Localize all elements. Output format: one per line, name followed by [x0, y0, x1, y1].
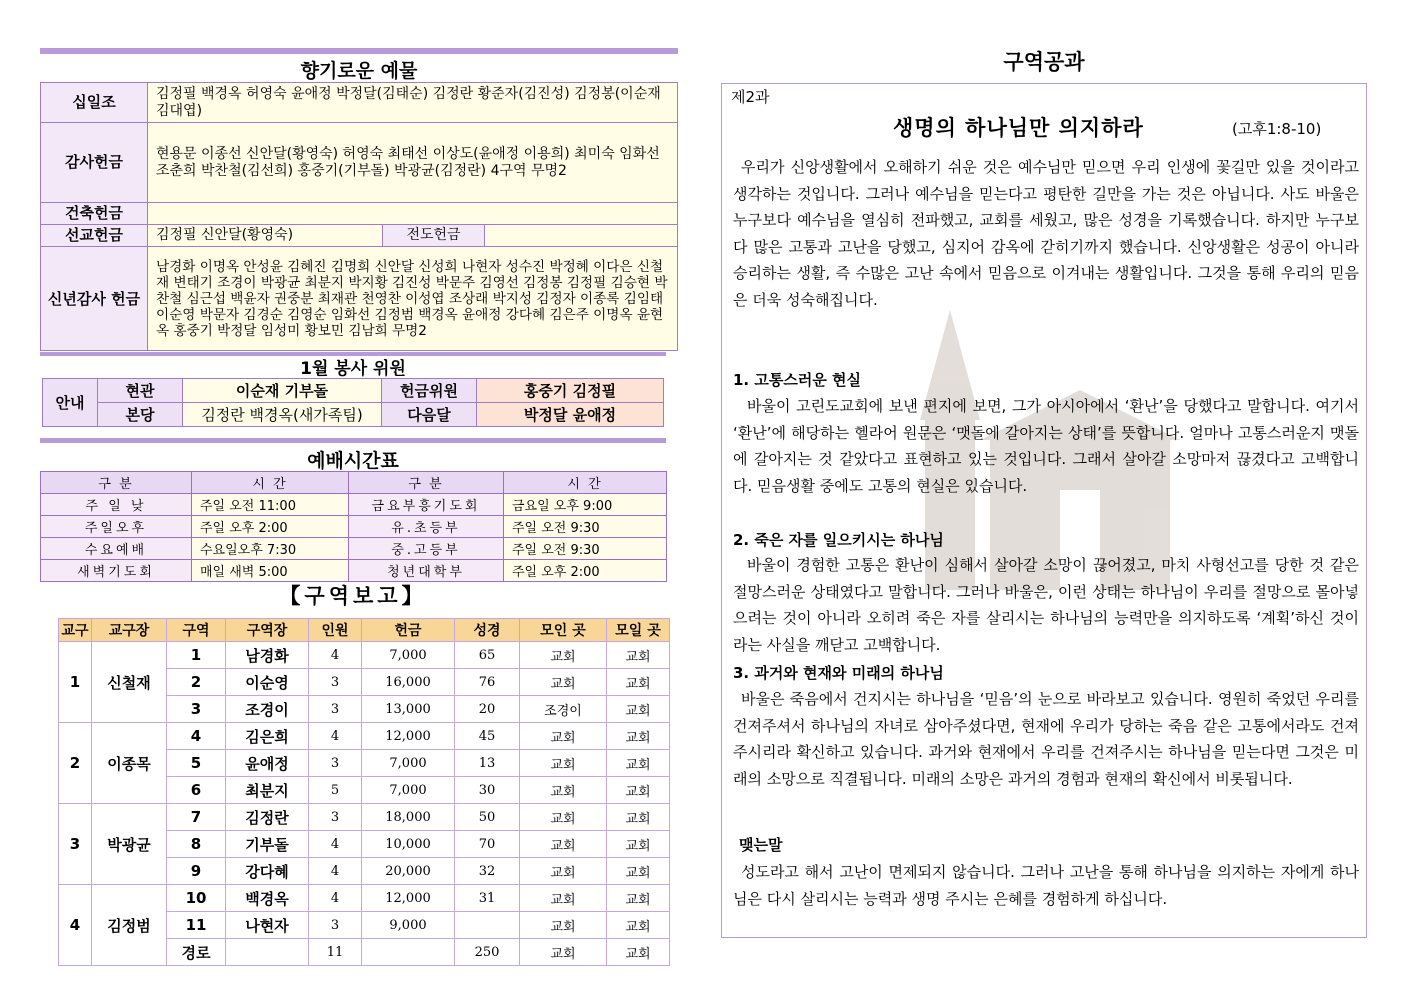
district-cell: 교회 — [607, 642, 670, 669]
worship-cell: 주일오후 — [41, 516, 192, 538]
district-cell: 250 — [455, 939, 520, 966]
worship-title: 예배시간표 — [307, 450, 399, 472]
lesson-section-text: 바울이 고린도교회에 보낸 편지에 보면, 그가 아시아에서 ‘환난’을 당했다고 말합니다. 여기서 ‘환난’에 해당하는 헬라어 원문은 ‘맷돌에 갈아지는 상태’를 뜻합니다. 얼마나 고통스러운지 맷돌에 갈아지는 것 같았다고 표현하고 있는 것입니다. 그래서 살아갈 소망마저 끊겼다고 고백합니다. 믿음생활 중에도 고통의 현실은 있습니다. — [733, 397, 1359, 495]
worship-header: 시 간 — [504, 472, 667, 494]
main-hall-label: 본당 — [98, 403, 183, 427]
table-row — [59, 885, 670, 912]
divider — [40, 48, 678, 54]
district-cell: 나현자 — [226, 912, 309, 939]
table-row — [59, 804, 670, 831]
district-cell: 기부돌 — [226, 831, 309, 858]
worship-cell: 주 일 낮 — [41, 494, 192, 516]
worship-header: 시 간 — [192, 472, 349, 494]
next-month-label: 다음달 — [382, 403, 477, 427]
district-cell: 7,000 — [362, 777, 455, 804]
evangel-label: 전도헌금 — [383, 225, 485, 247]
district-cell: 9,000 — [362, 912, 455, 939]
entrance-names: 이순재 기부돌 — [183, 379, 382, 403]
district-cell: 교회 — [607, 885, 670, 912]
offering-committee-label: 헌금위원 — [382, 379, 477, 403]
district-header: 헌금 — [362, 619, 455, 642]
district-cell: 11 — [309, 939, 362, 966]
worship-cell: 청년대학부 — [349, 560, 504, 582]
district-cell: 교회 — [520, 723, 607, 750]
district-cell — [455, 912, 520, 939]
district-cell: 31 — [455, 885, 520, 912]
district-cell: 3 — [309, 804, 362, 831]
district-cell: 10 — [167, 885, 226, 912]
thanks-names: 현용문 이종선 신안달(황영숙) 허영숙 최태선 이상도(윤애정 이용희) 최미숙 임화선 조춘희 박찬철(김선희) 홍중기(기부돌) 박광균(김정란) 4구역 무명2 — [148, 123, 678, 203]
district-cell: 20,000 — [362, 858, 455, 885]
newyear-label: 신년감사 헌금 — [41, 247, 148, 351]
district-cell: 12,000 — [362, 723, 455, 750]
worship-cell: 주일 오전 9:30 — [504, 538, 667, 560]
lesson-title: 생명의 하나님만 의지하라 — [893, 116, 1144, 140]
worship-cell: 주일 오전 11:00 — [192, 494, 349, 516]
mission-label: 선교헌금 — [41, 225, 148, 247]
building-names — [148, 203, 678, 225]
worship-cell: 중.고등부 — [349, 538, 504, 560]
district-cell: 5 — [167, 750, 226, 777]
evangel-names — [485, 225, 678, 247]
building-label: 건축헌금 — [41, 203, 148, 225]
district-cell: 교회 — [520, 885, 607, 912]
district-cell: 강다혜 — [226, 858, 309, 885]
worship-header: 구 분 — [349, 472, 504, 494]
district-gu: 1 — [59, 642, 92, 723]
lesson-heading: 구역공과 — [1003, 50, 1085, 74]
district-header: 인원 — [309, 619, 362, 642]
worship-cell: 금요부흥기도회 — [349, 494, 504, 516]
district-cell: 김은희 — [226, 723, 309, 750]
district-cell: 3 — [309, 669, 362, 696]
district-cell: 4 — [167, 723, 226, 750]
district-cell: 45 — [455, 723, 520, 750]
district-cell: 교회 — [607, 858, 670, 885]
district-cell — [362, 939, 455, 966]
worship-cell: 주일 오후 2:00 — [504, 560, 667, 582]
district-cell: 4 — [309, 858, 362, 885]
district-cell — [226, 939, 309, 966]
district-table — [58, 618, 670, 966]
divider — [40, 438, 666, 443]
district-cell: 12,000 — [362, 885, 455, 912]
district-cell: 교회 — [607, 750, 670, 777]
district-cell: 교회 — [607, 804, 670, 831]
district-leader: 신철재 — [92, 642, 167, 723]
worship-cell: 새벽기도회 — [41, 560, 192, 582]
main-hall-names: 김정란 백경옥(새가족팀) — [183, 403, 382, 427]
worship-table — [40, 471, 667, 582]
district-cell: 교회 — [520, 939, 607, 966]
district-cell: 6 — [167, 777, 226, 804]
district-cell: 교회 — [520, 669, 607, 696]
district-cell: 김정란 — [226, 804, 309, 831]
district-cell: 백경옥 — [226, 885, 309, 912]
district-cell: 윤애정 — [226, 750, 309, 777]
entrance-label: 현관 — [98, 379, 183, 403]
district-cell: 7 — [167, 804, 226, 831]
district-cell: 3 — [309, 750, 362, 777]
district-cell: 경로 — [167, 939, 226, 966]
district-cell: 4 — [309, 831, 362, 858]
district-cell: 4 — [309, 642, 362, 669]
district-header: 성경 — [455, 619, 520, 642]
district-cell: 5 — [309, 777, 362, 804]
next-month-names: 박정달 윤애정 — [477, 403, 664, 427]
district-cell: 교회 — [520, 777, 607, 804]
newyear-names: 남경화 이명옥 안성윤 김혜진 김명희 신안달 신성희 나현자 성수진 박정혜 이다은 신철재 변태기 조경이 박광균 최분지 박지황 김진성 박문주 김영선 김정봉 김정필 김승현 박찬철 심근섭 백윤자 권중분 최재관 천영찬 이성엽 조상래 박지성 김정자 이종록 김임태 이순영 박문자 김경순 김영순 임화선 김정범 백경옥 윤애정 강다혜 김은주 이명옥 윤현옥 홍중기 박정달 임성미 황보민 김남희 무명2 — [148, 247, 678, 351]
district-header: 교구 — [59, 619, 92, 642]
worship-cell: 주일 오후 2:00 — [192, 516, 349, 538]
district-cell: 교회 — [607, 939, 670, 966]
table-row — [59, 642, 670, 669]
district-header: 구역장 — [226, 619, 309, 642]
district-leader: 이종목 — [92, 723, 167, 804]
district-cell: 교회 — [520, 858, 607, 885]
district-header: 모일 곳 — [607, 619, 670, 642]
tithe-label: 십일조 — [41, 83, 148, 123]
district-leader: 김정범 — [92, 885, 167, 966]
lesson-section-text: 바울이 경험한 고통은 환난이 심해서 살아갈 소망이 끊어졌고, 마치 사형선고를 당한 것 같은 절망스러운 상태였다고 말합니다. 그러나 바울은, 이런 상태는 하나님이 우리를 절망으로 몰아넣으려는 것이 아니라 오히려 죽은 자를 살리시는 하나님의 능력만을 의지하도록 ‘계획’하신 것이라는 사실을 깨닫고 고백합니다. — [733, 556, 1359, 654]
district-cell: 18,000 — [362, 804, 455, 831]
offering-committee-names: 홍중기 김정필 — [477, 379, 664, 403]
lesson-section-text: 바울은 죽음에서 건지시는 하나님을 ‘믿음’의 눈으로 바라보고 있습니다. 영원히 죽었던 우리를 건져주셔서 하나님의 자녀로 삼아주셨다면, 현재에 우리가 당하는 죽음 같은 고통에서라도 건져주시리라 확신하고 있습니다. 과거와 현재에서 우리를 건져주시는 하나님을 믿는다면 그것은 미래의 소망으로 직결됩니다. 미래의 소망은 과거의 경험과 현재의 확신에서 비롯됩니다. — [733, 690, 1359, 788]
district-cell: 최분지 — [226, 777, 309, 804]
lesson-section-heading: 2. 죽은 자를 일으키시는 하나님 — [733, 531, 944, 549]
offerings-title: 향기로운 예물 — [300, 60, 418, 82]
district-cell: 11 — [167, 912, 226, 939]
district-cell: 70 — [455, 831, 520, 858]
district-cell: 20 — [455, 696, 520, 723]
district-body — [59, 642, 670, 966]
district-cell: 교회 — [520, 642, 607, 669]
district-cell: 교회 — [520, 912, 607, 939]
district-cell: 4 — [309, 885, 362, 912]
service-title: 1월 봉사 위원 — [300, 359, 406, 379]
district-cell: 3 — [309, 912, 362, 939]
lesson-section-heading: 1. 고통스러운 현실 — [733, 371, 862, 389]
district-cell: 76 — [455, 669, 520, 696]
district-cell: 13,000 — [362, 696, 455, 723]
tithe-names: 김정필 백경옥 허영숙 윤애정 박정달(김태순) 김정란 황준자(김진성) 김정봉(이순재 김대엽) — [148, 83, 678, 123]
district-cell: 3 — [309, 696, 362, 723]
district-cell: 교회 — [607, 831, 670, 858]
district-cell: 이순영 — [226, 669, 309, 696]
district-cell: 65 — [455, 642, 520, 669]
district-cell: 50 — [455, 804, 520, 831]
district-cell: 교회 — [607, 696, 670, 723]
worship-cell: 매일 새벽 5:00 — [192, 560, 349, 582]
district-cell: 32 — [455, 858, 520, 885]
lesson-section-heading: 3. 과거와 현재와 미래의 하나님 — [733, 664, 944, 682]
thanks-label: 감사헌금 — [41, 123, 148, 203]
district-cell: 7,000 — [362, 642, 455, 669]
district-gu: 4 — [59, 885, 92, 966]
worship-header: 구 분 — [41, 472, 192, 494]
worship-cell: 주일 오전 9:30 — [504, 516, 667, 538]
district-cell: 3 — [167, 696, 226, 723]
district-header: 교구장 — [92, 619, 167, 642]
district-header: 모인 곳 — [520, 619, 607, 642]
district-gu: 3 — [59, 804, 92, 885]
district-header: 구역 — [167, 619, 226, 642]
offerings-table — [40, 82, 678, 351]
district-cell: 남경화 — [226, 642, 309, 669]
lesson-number: 제2과 — [731, 88, 770, 106]
mission-names: 김정필 신안달(황영숙) — [148, 225, 383, 247]
district-cell: 교회 — [607, 912, 670, 939]
district-cell: 9 — [167, 858, 226, 885]
district-cell: 조경이 — [520, 696, 607, 723]
district-cell: 16,000 — [362, 669, 455, 696]
district-cell: 교회 — [607, 777, 670, 804]
district-cell: 교회 — [607, 669, 670, 696]
lesson-conclusion-heading: 맺는말 — [739, 836, 783, 854]
lesson-conclusion-text: 성도라고 해서 고난이 면제되지 않습니다. 그러나 고난을 통해 하나님을 의지하는 자에게 하나님은 다시 살리시는 능력과 생명 주시는 은혜를 경험하게 하십니다. — [733, 863, 1359, 908]
district-cell: 4 — [309, 723, 362, 750]
worship-cell: 유.초등부 — [349, 516, 504, 538]
district-cell: 8 — [167, 831, 226, 858]
service-table — [42, 378, 664, 427]
district-cell: 1 — [167, 642, 226, 669]
district-cell: 30 — [455, 777, 520, 804]
lesson-reference: (고후1:8-10) — [1232, 120, 1322, 138]
worship-cell: 수요일오후 7:30 — [192, 538, 349, 560]
district-cell: 2 — [167, 669, 226, 696]
district-cell: 교회 — [607, 723, 670, 750]
district-cell: 10,000 — [362, 831, 455, 858]
guide-label: 안내 — [43, 379, 98, 427]
district-title: 【구역보고】 — [279, 584, 427, 608]
lesson-intro: 우리가 신앙생활에서 오해하기 쉬운 것은 예수님만 믿으면 우리 인생에 꽃길만 있을 것이라고 생각하는 것입니다. 그러나 예수님을 믿는다고 평탄한 길만을 가는 것은 아닙니다. 사도 바울은 누구보다 예수님을 열심히 전파했고, 교회를 세웠고, 많은 성경을 기록했습니다. 하지만 누구보다 많은 고통과 고난을 당했고, 심지어 감옥에 갇히기까지 했습니다. 신앙생활은 성공이 아니라 승리하는 생활, 즉 수많은 고난 속에서 믿음으로 이겨내는 생활입니다. 그것을 통해 우리의 믿음은 더욱 성숙해집니다. — [733, 158, 1359, 309]
district-leader: 박광균 — [92, 804, 167, 885]
district-cell: 교회 — [520, 804, 607, 831]
district-cell: 7,000 — [362, 750, 455, 777]
worship-cell: 수요예배 — [41, 538, 192, 560]
district-cell: 13 — [455, 750, 520, 777]
district-gu: 2 — [59, 723, 92, 804]
district-cell: 교회 — [520, 750, 607, 777]
worship-cell: 금요일 오후 9:00 — [504, 494, 667, 516]
district-cell: 조경이 — [226, 696, 309, 723]
district-cell: 교회 — [520, 831, 607, 858]
table-row — [59, 723, 670, 750]
